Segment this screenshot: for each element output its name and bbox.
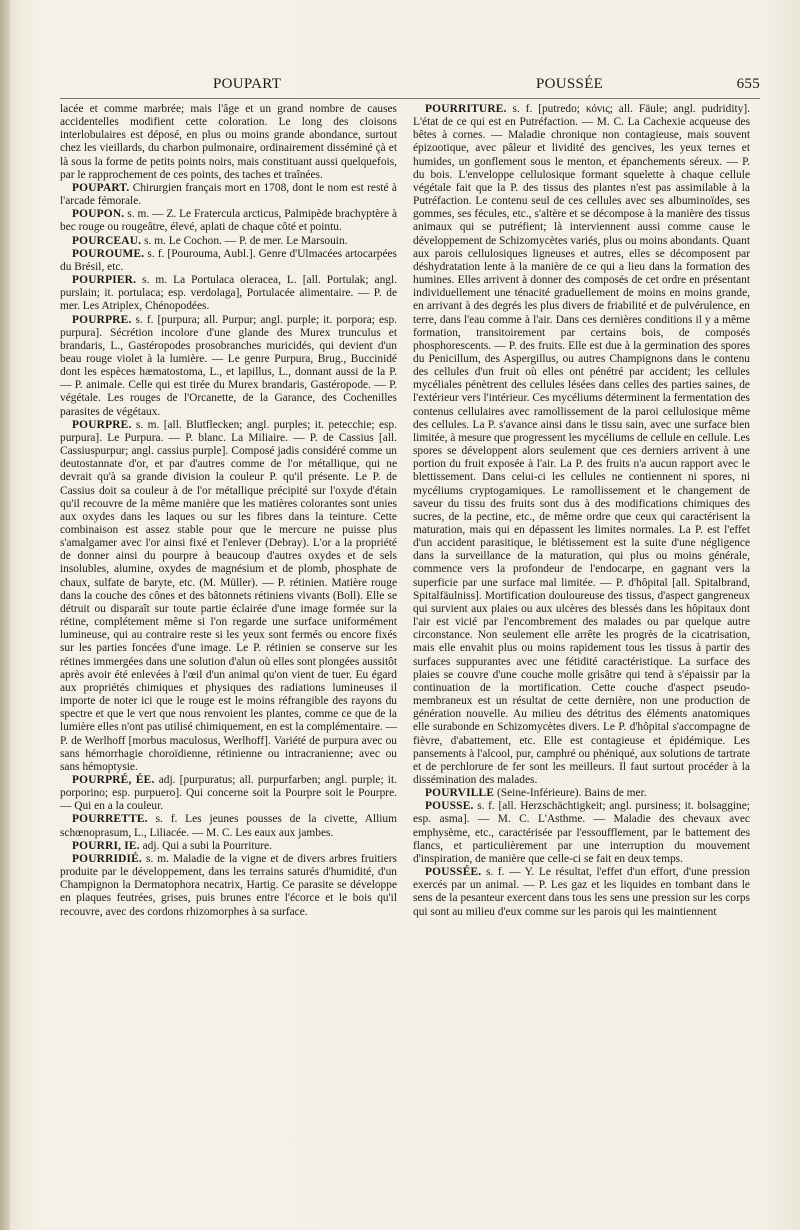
binding-gutter bbox=[0, 0, 10, 1230]
right-column bbox=[413, 103, 750, 919]
entry-headword: POURPRE. bbox=[72, 418, 132, 431]
header-rule bbox=[60, 98, 760, 99]
dictionary-entry bbox=[60, 840, 397, 853]
left-column bbox=[60, 103, 397, 919]
entry-text: adj. [purpuratus; all. purpurfarben; angl. purple; it. porporino; esp. purpuero]. Qui concerne soit la Pourpre soit le Pourpre. — Qui en a la couleur. bbox=[60, 773, 397, 813]
entry-headword: POURPRÉ, ÉE. bbox=[72, 773, 155, 786]
entry-headword: POUPART. bbox=[72, 181, 130, 194]
dictionary-entry bbox=[60, 248, 397, 274]
entry-headword: POUSSÉE. bbox=[425, 866, 482, 879]
entry-headword: POUSSE. bbox=[425, 800, 474, 813]
entry-text: s. m. — Z. Le Fratercula arcticus, Palmipède brachyptère à bec rouge ou rougeâtre, élevé, aplati de chaque côté et pointu. bbox=[60, 208, 397, 234]
entry-text: s. f. [purpura; all. Purpur; angl. purple; it. porpora; esp. purpura]. Sécrétion incolore d'une glande des Murex trunculus et brandaris, L., Gastéropodes prosobranches muricidés, qui devient d'un beau rouge violet à la lumière. — Le genre Purpura, Brug., Buccinidé dont les espèces hæmatostoma, L., et lapillus, L., donnant aussi de la P. — P. animale. Celle qui est tirée du Murex brandaris, Gastéropode. — P. végétale. Les rouges de l'Orcanette, de la Garance, des Cochenilles parasites de végétaux. bbox=[60, 313, 397, 418]
dictionary-entry bbox=[60, 853, 397, 919]
entry-text: s. f. [Pourouma, Aubl.]. Genre d'Ulmacées artocarpées du Brésil, etc. bbox=[60, 247, 397, 273]
running-header bbox=[60, 76, 760, 98]
dictionary-entry bbox=[60, 813, 397, 839]
entry-headword: POURCEAU. bbox=[72, 234, 142, 247]
entry-headword: POURPRE. bbox=[72, 313, 132, 326]
entry-text: (Seine-Inférieure). Bains de mer. bbox=[496, 787, 647, 800]
entry-text: s. f. [all. Herzschächtigkeit; angl. pursiness; it. bolsaggine; esp. asma]. — M. C. L'Asthme. — Maladie des chevaux avec emphysème, etc., caractérisée par l'essoufflement, par le battement des flancs, et particulièrement par une interruption du mouvement d'inspiration, de manière que celle-ci se fait en deux temps. bbox=[413, 800, 750, 865]
dictionary-entry bbox=[60, 774, 397, 813]
dictionary-entry bbox=[60, 314, 397, 419]
entry-text: s. f. [putredo; κόνις; all. Fäule; angl. pudridity]. L'état de ce qui est en Putréfaction. — M. C. La Cachexie acqueuse des bêtes à cornes. — Maladie chronique non contagieuse, mais souvent épizootique, avec pâleur et lividité des gencives, les yeux ternes et humides, un gonflement sous le menton, et épanchements séreux. — P. du bois. L'enveloppe cellulosique formant squelette à chaque cellule végétale fait que la P. des tissus des plantes n'est pas assimilable à la Putréfaction. Le contenu seul de ces cellules avec ses albuminoïdes, ses gommes, ses fécules, etc., s'altère et se décompose à la manière des tissus animaux qui se putréfient; là interviennent aussi comme cause le développement de Schizomycètes variés, plus ou moins abondants. Quant aux parois cellulosiques ligneuses et autres, elles se décomposent par déshydratation lente à la manière de ce qui a lieu dans la formation des humines. Elles arrivent à donner des composés de cet ordre en présentant individuellement une ténacité graduellement de moins en moins grande, en arrivant à des degrés les plus divers de friabilité et de pulvérulence, en terre, dans l'eau comme à l'air. Dans ces dernières conditions il y a même formation, transitoirement par certains bois, de composés phosphorescents. — P. des fruits. Elle est due à la germination des spores du Penicillum, des Aspergillus, ou autres Champignons dans le contenu des cellules d'un fruit où elles ont pénétré par accident; les cellules mycéliales pénètrent des cellules lésées dans celles des parties saines, de l'extérieur vers l'intérieur. Ces mycéliums déterminent la fermentation des contenus cellulaires avec ramollissement de la paroi cellulosique même des cellules. La P. s'avance ainsi dans le tissu sain, avec une surface bien limitée, à mesure que progressent les mycéliums de cellule en cellule. Les spores se développent alors seulement que ces derniers arrivent à une portion du fruit exposée à l'air. La P. des fruits n'a aucun rapport avec le blettissement. Dans celui-ci les cellules ne contiennent ni spores, ni mycéliums cryptogamiques. Le ramollissement et le changement de saveur du tissu des fruits sont dus à des modifications chimiques des sucres, de la pectine, etc., de même ordre que ceux qui caractérisent la maturation, mais qui en dépassent les limites normales. La P. est l'effet d'un accident parasitique, le blétissement est la suite d'une négligence dans la surveillance de la maturation, qui plus ou moins générale, commence vers la profondeur de l'endocarpe, en gagnant vers la superficie par une surface mal limitée. — P. d'hôpital [all. Spitalbrand, Spitalfäulniss]. Mortification douloureuse des tissus, d'aspect gangreneux qui survient aux plaies ou aux ulcères des blessés dans les hôpitaux dont l'air est vicié par l'encombrement des malades ou par quelque autre circonstance. Non seulement elle arrête les progrès de la cicatrisation, mais elle envahit plus ou moins rapidement tous les tissus à partir des surfaces suppurantes avec une fétidité caractéristique. La surface des plaies se couvre d'une couche molle grisâtre qui tend à s'épaissir par la continuation de la mortification. Cette couche d'aspect pseudo-membraneux est un résultat de cette dernière, non une production de génération nouvelle. Au milieu des détritus des éléments anatomiques elle surabonde en Schizomycètes divers. Le P. d'hôpital s'accompagne de fièvre, d'abattement, etc. Elle est contagieuse et épidémique. Les pansements à l'alcool, pur, camphré ou phéniqué, aux solutions de tartrate et de perchlorure de fer sont les meilleurs. Il faut surtout procéder à la dissémination des malades. bbox=[413, 103, 750, 786]
entry-headword: POUPON. bbox=[72, 208, 125, 221]
entry-text: lacée et comme marbrée; mais l'âge et un grand nombre de causes accidentelles modifient cette coloration. Le long des cloisons interlobulaires est déposé, en plus ou moins grande abondance, surtout chez les vieillards, du charbon pulmonaire, ordinairement disséminé çà et là sous la forme de petits points noirs, mais constituant aussi quelquefois, par le rapprochement de ces points, des taches et traînées. bbox=[60, 103, 397, 181]
dictionary-entry bbox=[413, 866, 750, 919]
dictionary-entry bbox=[413, 103, 750, 787]
dictionary-entry bbox=[60, 208, 397, 234]
entry-headword: POURRITURE. bbox=[425, 103, 507, 115]
entry-text: adj. Qui a subi la Pourriture. bbox=[142, 839, 272, 852]
dictionary-entry bbox=[413, 800, 750, 866]
entry-headword: POUROUME. bbox=[72, 247, 145, 260]
entry-headword: POURRI, IE. bbox=[72, 839, 140, 852]
entry-text: s. m. [all. Blutflecken; angl. purples; it. petecchie; esp. purpura]. Le Purpura. — P. blanc. La Miliaire. — P. de Cassius [all. Cassiuspurpur; angl. cassius purple]. Composé jadis considéré comme un deutostannate d'or, et par d'autres comme de l'or métallique, qui ne devrait qu'à sa grande division la couleur P. qu'il présente. Le P. de Cassius doit sa couleur à de l'or métallique précipité sur l'oxyde d'étain qu'il recouvre de la même manière que les matières colorantes sont unies aux oxydes dans les laques ou sur les fibres dans la teinture. Cette combinaison est assez stable pour que le mercure ne puisse plus s'amalgamer avec l'or ainsi fixé et l'enlever (Debray). L'or a la propriété de donner ainsi du pourpre à beaucoup d'autres oxydes et de sels insolubles, alumine, oxydes de magnésium et de plomb, phosphate de chaux, sulfate de baryte, etc. (M. Müller). — P. rétinien. Matière rouge dans la couche des cônes et des bâtonnets rétiniens vivants (Boll). Elle se détruit ou disparaît sur toute partie éclairée d'une image formée sur la rétine, complétement même si l'on regarde une surface uniformément lumineuse, qui au contraire reste si les yeux sont fermés ou encore fixés sur les parties foncées d'une image. Le P. rétinien se conserve sur les rétines immergées dans une solution d'alun où elles sont plongées aussitôt après avoir été enlevées à l'œil d'un animal qu'on vient de tuer. Eu égard aux propriétés chimiques et physiques des radiations lumineuses il importe de noter ici que le rouge est le moins réfrangible des rayons du spectre et que le vert que nous renvoient les plantes, comme ce que de la lumière elles n'ont pas utilisé chimiquement, en est la complémentaire. — P. de Werlhoff [morbus maculosus, Werlhoff]. Variété de purpura avec ou sans hémorrhagie choroïdienne, rétinienne ou intracranienne; avec ou sans hémoptysie. bbox=[60, 418, 397, 773]
dictionary-entry bbox=[60, 235, 397, 248]
entry-headword: POURRIDIÉ. bbox=[72, 852, 143, 865]
dictionary-entry bbox=[60, 274, 397, 313]
entry-text: s. f. Les jeunes pousses de la civette, Allium schœnoprasum, L., Liliacée. — M. C. Les eaux aux jambes. bbox=[60, 813, 397, 839]
dictionary-entry bbox=[60, 103, 397, 182]
page-number: 655 bbox=[736, 76, 760, 92]
entry-headword: POURVILLE bbox=[425, 787, 495, 800]
header-left-word: POUPART bbox=[213, 76, 282, 92]
entry-headword: POURPIER. bbox=[72, 274, 137, 287]
entry-headword: POURRETTE. bbox=[72, 813, 148, 826]
entry-text: s. m. Le Cochon. — P. de mer. Le Marsouin. bbox=[144, 234, 348, 247]
entry-text: s. m. Maladie de la vigne et de divers arbres fruitiers produite par le développement, dans les terrains saturés d'humidité, d'un Champignon la Dermatophora necatrix, Hartig. Ce parasite se développe en plaques feutrées, grises, puis brunes entre l'écorce et le bois qu'il recouvre, avec des cordons rhizomorphes à sa surface. bbox=[60, 852, 397, 918]
entry-text: Chirurgien français mort en 1708, dont le nom est resté à l'arcade fémorale. bbox=[60, 181, 397, 208]
header-right-word: POUSSÉE bbox=[536, 76, 604, 92]
dictionary-entry bbox=[60, 182, 397, 208]
entry-text: s. m. La Portulaca oleracea, L. [all. Portulak; angl. purslain; it. portulaca; esp. verdolaga], Portulacée alimentaire. — P. de mer. Les Atriplex, Chénopodées. bbox=[60, 274, 397, 313]
dictionary-entry bbox=[60, 419, 397, 774]
dictionary-entry bbox=[413, 787, 750, 800]
entry-text: s. f. — Y. Le résultat, l'effet d'un effort, d'une pression exercés par un animal. — P. Les gaz et les liquides en tombant dans le sens de la pesanteur exercent dans tous les sens une pression sur les corps qui sont au milieu d'eux comme sur les parois qui les maintiennent bbox=[413, 866, 750, 918]
